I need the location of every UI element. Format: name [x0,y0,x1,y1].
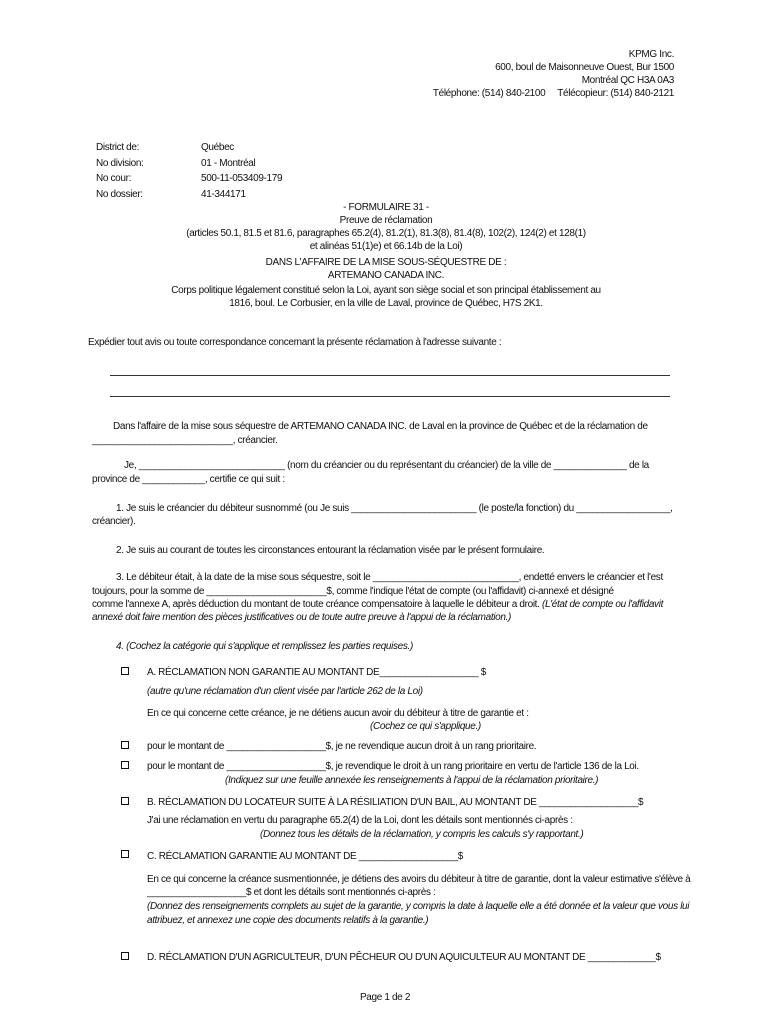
case-reference [96,140,282,202]
affaire-heading: DANS L'AFFAIRE DE LA MISE SOUS-SÉQUESTRE DE : [265,257,507,268]
form-title-block [96,201,676,310]
section-a-option-1: pour le montant de ___________________$, je ne revendique aucun droit à un rang prioritaire. [147,741,537,752]
corp-description-2: 1816, boul. Le Corbusier, en la ville de Laval, province de Québec, H7S 2K1. [229,298,543,309]
section-c-title: C. RÉCLAMATION GARANTIE AU MONTANT DE ___________________$ [147,851,463,862]
firm-header [433,48,674,100]
corp-description-1: Corps politique légalement constitué selon la Loi, ayant son siège social et son principal établissement au [171,285,601,296]
form-articles-2: et alinéas 51(1)e) et 66.14b de la Loi) [309,241,463,252]
para-1-line-1: 1. Je suis le créancier du débiteur susnommé (ou Je suis ________________________ (le poste/la fonction) du __________________, [116,503,673,514]
ref-value: 01 - Montréal [201,157,256,169]
form-subtitle: Preuve de réclamation [339,215,433,226]
checkbox-section-c[interactable] [121,850,129,858]
section-c-text-1: En ce qui concerne la créance susmentionnée, je détiens des avoirs du débiteur à titre de garantie, dont la valeur estimative s'élève à [147,874,691,885]
checkbox-section-a[interactable] [121,667,129,675]
ref-row [96,187,282,203]
section-d-title: D. RÉCLAMATION D'UN AGRICULTEUR, D'UN PÊCHEUR OU D'UN AQUICULTEUR AU MONTANT DE _____________$ [147,952,661,963]
intro-line-1: Dans l'affaire de la mise sous séquestre de ARTEMANO CANADA INC. de Laval en la province de Québec et de la réclamation de [113,421,648,432]
section-a-note: (autre qu'une réclamation d'un client visée par l'article 262 de la Loi) [147,686,423,697]
para-3-line-4: annexé doit faire mention des pièces justificatives ou de toute autre preuve à l'appui de la réclamation.) [92,612,511,623]
section-c-note-2: attribuez, et annexez une copie des documents relatifs à la garantie.) [147,915,429,926]
address-line-2[interactable] [110,396,670,397]
intro-line-2: ___________________________, créancier. [92,435,278,446]
para-3-line-1: 3. Le débiteur était, à la date de la mise sous séquestre, soit le ____________________________, endetté envers le créancier et l'est [116,572,663,583]
section-a-option-2-note: (Indiquez sur une feuille annexée les renseignements à l'appui de la réclamation prioritaire.) [225,775,599,786]
para-3-line-3-note: (L'état de compte ou l'affidavit [541,599,664,610]
debtor-name: ARTEMANO CANADA INC. [327,270,445,281]
ref-row [96,171,282,187]
section-b-text: J'ai une réclamation en vertu du paragraphe 65.2(4) de la Loi, dont les détails sont mentionnés ci-après : [147,815,573,826]
para-3-line-3 [92,599,663,610]
firm-phones: Téléphone: (514) 840-2100 Télécopieur: (514) 840-2121 [432,88,674,99]
ref-row [96,140,282,156]
ref-label: District de: [96,142,140,153]
je-line-1: Je, ____________________________ (nom du créancier ou du représentant du créancier) de la ville de ______________ de la [124,460,649,471]
para-4: 4. (Cochez la catégorie qui s'applique et remplissez les parties requises.) [116,641,413,652]
ref-value: 500-11-053409-179 [201,173,283,184]
section-c-note-1: (Donnez des renseignements complets au sujet de la garantie, y compris la date à laquelle elle a été donnée et la valeur que vous lui [147,901,690,912]
ref-label: No dossier: [96,188,143,200]
ref-value: 41-344171 [201,188,246,200]
checkbox-a-option-2[interactable] [121,761,129,769]
para-1-line-2: créancier). [92,516,136,527]
checkbox-section-d[interactable] [121,952,129,960]
form-number: - FORMULAIRE 31 - [343,202,429,213]
address-line-1[interactable] [110,375,670,376]
para-3-line-2: toujours, pour la somme de _______________________$, comme l'indique l'état de compte (ou l'affidavit) ci-annexé et désigné [92,586,614,597]
page-number: Page 1 de 2 [359,992,411,1003]
mailing-instruction: Expédier tout avis ou toute correspondance concernant la présente réclamation à l'adresse suivante : [88,337,502,348]
ref-label: No cour: [96,173,131,184]
ref-row [96,156,282,172]
ref-label: No division: [96,157,144,169]
section-a-title: A. RÉCLAMATION NON GARANTIE AU MONTANT DE___________________ $ [147,667,487,678]
je-line-2: province de ____________, certifie ce qui suit : [92,474,285,485]
checkbox-a-option-1[interactable] [121,741,129,749]
section-b-note: (Donnez tous les détails de la réclamation, y compris les calculs s'y rapportant.) [260,829,584,840]
checkbox-section-b[interactable] [121,797,129,805]
firm-address-line-1: 600, boul de Maisonneuve Ouest, Bur 1500 [495,62,674,73]
section-a-cochez: (Cochez ce qui s'applique.) [370,721,481,732]
para-2: 2. Je suis au courant de toutes les circonstances entourant la réclamation visée par le présent formulaire. [116,545,545,556]
para-3-line-3-text: comme l'annexe A, après déduction du montant de toute créance compensatoire à laquelle le débiteur a droit. [92,599,540,610]
section-a-option-2: pour le montant de ___________________$, je revendique le droit à un rang prioritaire en vertu de l'article 136 de la Loi. [147,761,639,772]
section-c-text-2: ___________________$ et dont les détails sont mentionnés ci-après : [147,887,436,898]
firm-name: KPMG Inc. [628,49,674,60]
firm-address-line-2: Montréal QC H3A 0A3 [581,75,674,86]
form-articles-1: (articles 50.1, 81.5 et 81.6, paragraphes 65.2(4), 81.2(1), 81.3(8), 81.4(8), 102(2), 124(2) et 128(1) [186,228,586,239]
ref-value: Québec [201,142,234,153]
section-b-title: B. RÉCLAMATION DU LOCATEUR SUITE À LA RÉSILIATION D'UN BAIL, AU MONTANT DE ___________________$ [147,797,644,808]
section-a-text: En ce qui concerne cette créance, je ne détiens aucun avoir du débiteur à titre de garantie et : [147,708,529,719]
